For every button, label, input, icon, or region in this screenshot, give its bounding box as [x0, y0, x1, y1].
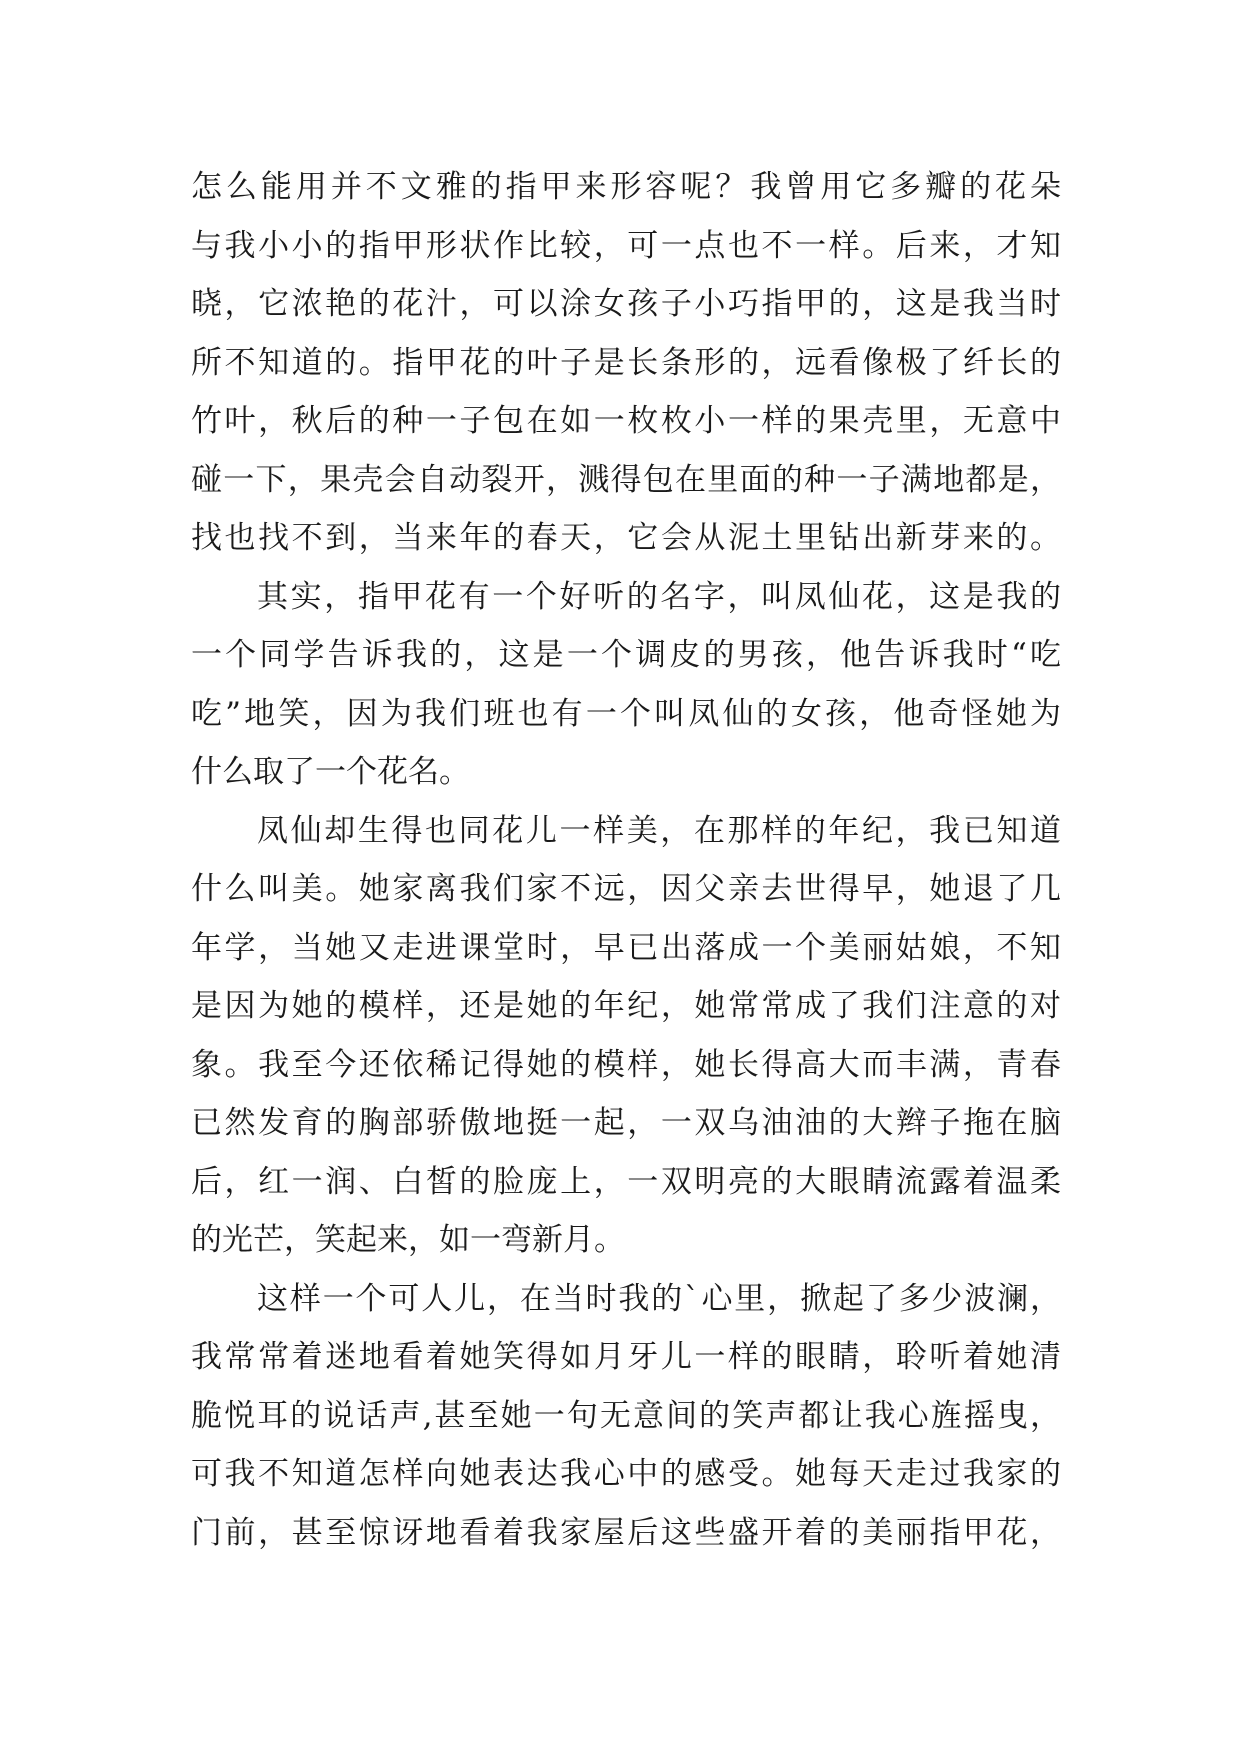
paragraph-2 — [191, 568, 1061, 802]
text-line: 是因为她的模样，还是她的年纪，她常常成了我们注意的对 — [191, 988, 1061, 1024]
text-line: 象。我至今还依稀记得她的模样，她长得高大而丰满，青春 — [191, 1046, 1061, 1083]
text-line: 年学，当她又走进课堂时，早已出落成一个美丽姑娘，不知 — [191, 929, 1061, 966]
text-line: 怎么能用并不文雅的指甲来形容呢？我曾用它多瓣的花朵 — [191, 169, 1061, 205]
text-line: 我常常着迷地看着她笑得如月牙儿一样的眼睛，聆听着她清 — [191, 1339, 1061, 1375]
paragraph-4 — [191, 1270, 1061, 1563]
text-line: 一个同学告诉我的，这是一个调皮的男孩，他告诉我时“吃 — [191, 637, 1061, 673]
text-line: 其实，指甲花有一个好听的名字，叫凤仙花，这是我的 — [257, 578, 1061, 615]
text-line: 吃”地笑，因为我们班也有一个叫凤仙的女孩，他奇怪她为 — [191, 695, 1061, 732]
paragraph-3 — [191, 802, 1061, 1270]
text-line: 凤仙却生得也同花儿一样美，在那样的年纪，我已知道 — [257, 812, 1061, 849]
text-line: 所不知道的。指甲花的叶子是长条形的，远看像极了纤长的 — [191, 344, 1061, 381]
text-line: 这样一个可人儿，在当时我的`心里，掀起了多少波澜， — [257, 1280, 1061, 1317]
text-line: 找也找不到，当来年的春天，它会从泥土里钻出新芽来的。 — [191, 520, 1061, 556]
text-line: 可我不知道怎样向她表达我心中的感受。她每天走过我家的 — [191, 1456, 1061, 1492]
text-line: 门前，甚至惊讶地看着我家屋后这些盛开着的美丽指甲花， — [191, 1514, 1061, 1551]
document-page — [191, 158, 1061, 1562]
text-line: 与我小小的指甲形状作比较，可一点也不一样。后来，才知 — [191, 227, 1061, 264]
text-line: 什么取了一个花名。 — [191, 754, 470, 790]
text-line: 的光芒，笑起来，如一弯新月。 — [191, 1222, 625, 1258]
text-line: 什么叫美。她家离我们家不远，因父亲去世得早，她退了几 — [191, 871, 1061, 907]
text-line: 脆悦耳的说话声,甚至她一句无意间的笑声都让我心旌摇曳， — [191, 1397, 1061, 1434]
text-line: 碰一下，果壳会自动裂开，溅得包在里面的种一子满地都是， — [191, 461, 1061, 498]
text-line: 晓，它浓艳的花汁，可以涂女孩子小巧指甲的，这是我当时 — [191, 286, 1061, 322]
text-line: 已然发育的胸部骄傲地挺一起，一双乌油油的大辫子拖在脑 — [191, 1105, 1061, 1141]
text-line: 竹叶，秋后的种一子包在如一枚枚小一样的果壳里，无意中 — [191, 403, 1061, 439]
paragraph-1 — [191, 158, 1061, 568]
text-line: 后，红一润、白皙的脸庞上，一双明亮的大眼睛流露着温柔 — [191, 1163, 1061, 1200]
